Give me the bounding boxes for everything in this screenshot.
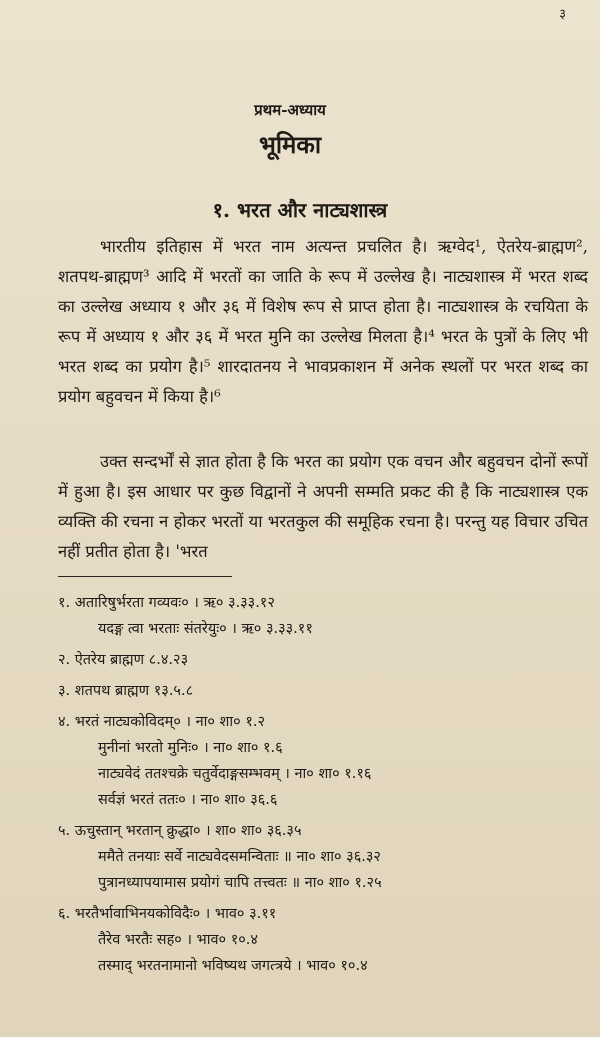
footnote-line: ४. भरतं नाट्यकोविदम्० । ना० शा० १.२ xyxy=(58,714,266,730)
footnote-line: मुनीनां भरतो मुनिः० । ना० शा० १.६ xyxy=(98,740,283,756)
section-title: भूमिका xyxy=(258,130,322,159)
chapter-label: प्रथम-अध्याय xyxy=(254,101,326,119)
footnote-line: ममैते तनयाः सर्वे नाट्यवेदसमन्विताः ॥ ना० शा० ३६.३२ xyxy=(98,849,381,865)
footnote-line: २. ऐतरेय ब्राह्मण ८.४.२३ xyxy=(58,652,189,668)
footnote-line: सर्वज्ञं भरतं ततः० । ना० शा० ३६.६ xyxy=(98,792,278,808)
footnote-line: नाट्यवेदं ततश्चक्रे चतुर्वेदाङ्गसम्भवम् । ना० शा० १.१६ xyxy=(98,766,372,782)
body-paragraph: भारतीय इतिहास में भरत नाम अत्यन्त प्रचलित है। ऋग्वेद¹, ऐतरेय-ब्राह्मण², शतपथ-ब्राह्मण³ आदि में भरतों का जाति के रूप में उल्लेख है। नाट्यशास्त्र में भरत शब्द का उल्लेख अध्याय १ और ३६ में विशेष रूप से प्राप्त होता है। नाट्यशास्त्र के रचयिता के रूप में अध्याय १ और ३६ में भरत मुनि का उल्लेख मिलता है।⁴ भरत के पुत्रों के लिए भी भरत शब्द का प्रयोग है।⁵ शारदातनय ने भावप्रकाशन में अनेक स्थलों पर भरत शब्द का प्रयोग बहुवचन में किया है।⁶ xyxy=(58,237,588,406)
body-paragraph: उक्त सन्दर्भों से ज्ञात होता है कि भरत का प्रयोग एक वचन और बहुवचन दोनों रूपों में हुआ है। इस आधार पर कुछ विद्वानों ने अपनी सम्मति प्रकट की है कि नाट्यशास्त्र एक व्यक्ति की रचना न होकर भरतों या भरतकुल की समूहिक रचना है। परन्तु यह विचार उचित नहीं प्रतीत होता है। 'भरत xyxy=(58,452,588,561)
footnote-line: पुत्रानध्यापयामास प्रयोगं चापि तत्त्वतः ॥ ना० शा० १.२५ xyxy=(98,875,382,891)
page-number: ३ xyxy=(559,7,566,22)
footnote-line: तैरेव भरतैः सह० । भाव० १०.४ xyxy=(98,932,258,948)
footnotes-section xyxy=(58,590,588,979)
subsection-title: १. भरत और नाट्यशास्त्र xyxy=(212,198,388,222)
footnote-line: १. अतारिषुर्भरता गव्यवः० । ऋ० ३.३३.१२ xyxy=(58,595,275,611)
footnote-line: ३. शतपथ ब्राह्मण १३.५.८ xyxy=(58,683,194,699)
footnote-divider xyxy=(58,576,232,577)
footnote-line: ५. ऊचुस्तान् भरतान् क्रुद्धा० । शा० शा० ३६.३५ xyxy=(58,823,302,839)
footnote-line: ६. भरतैर्भावाभिनयकोविदैः० । भाव० ३.११ xyxy=(58,906,277,922)
footnote-line: तस्माद् भरतनामानो भविष्यथ जगत्त्रये । भाव० १०.४ xyxy=(98,958,368,974)
footnote-line: यदङ्ग त्वा भरताः संतरेयुः० । ऋ० ३.३३.११ xyxy=(98,621,313,637)
